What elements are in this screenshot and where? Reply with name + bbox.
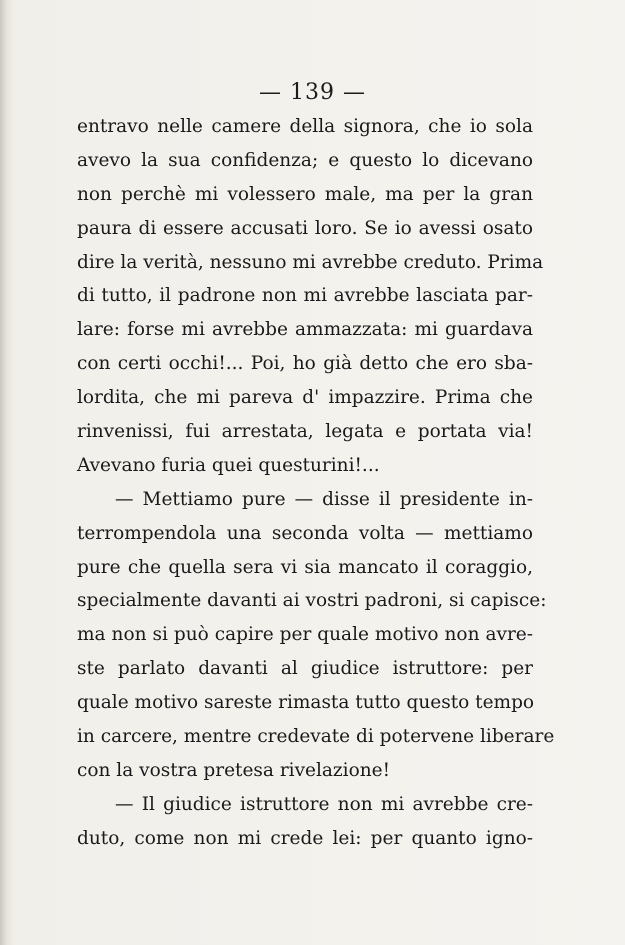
text-line: rinvenissi, fui arrestata, legata e portata via! (77, 421, 533, 443)
page-number: — 139 — (259, 80, 366, 105)
text-line: con certi occhi!... Poi, ho già detto che ero sba- (77, 353, 533, 375)
body-text (77, 110, 555, 856)
text-line: specialmente davanti ai vostri padroni, si capisce: (77, 590, 547, 612)
text-line: avevo la sua confidenza; e questo lo dicevano (77, 149, 533, 171)
text-line: in carcere, mentre credevate di potervene liberare (77, 726, 555, 748)
text-line: ma non si può capire per quale motivo non avre- (77, 624, 533, 646)
text-line: con la vostra pretesa rivelazione! (77, 759, 391, 781)
text-line: entravo nelle camere della signora, che io sola (77, 116, 533, 137)
text-line: ste parlato davanti al giudice istruttore: per (77, 658, 533, 680)
text-line: di tutto, il padrone non mi avrebbe lasciata par- (77, 285, 533, 307)
text-line: paura di essere accusati loro. Se io avessi osato (77, 217, 533, 239)
text-line: lordita, che mi pareva d' impazzire. Prima che (77, 387, 533, 409)
text-line: dire la verità, nessuno mi avrebbe creduto. Prima (77, 251, 544, 273)
text-line: — Mettiamo pure — disse il presidente in- (115, 488, 533, 510)
text-line: lare: forse mi avrebbe ammazzata: mi guardava (77, 319, 533, 341)
text-line: quale motivo sareste rimasta tutto questo tempo (77, 692, 535, 714)
text-line: non perchè mi volessero male, ma per la gran (77, 183, 533, 205)
text-line: Avevano furia quei questurini!... (77, 454, 380, 476)
text-line: — Il giudice istruttore non mi avrebbe cre- (115, 793, 533, 815)
text-line: terrompendola una seconda volta — mettiamo (77, 522, 533, 544)
text-line: pure che quella sera vi sia mancato il coraggio, (77, 556, 533, 578)
text-line: duto, come non mi crede lei: per quanto igno- (77, 827, 533, 849)
